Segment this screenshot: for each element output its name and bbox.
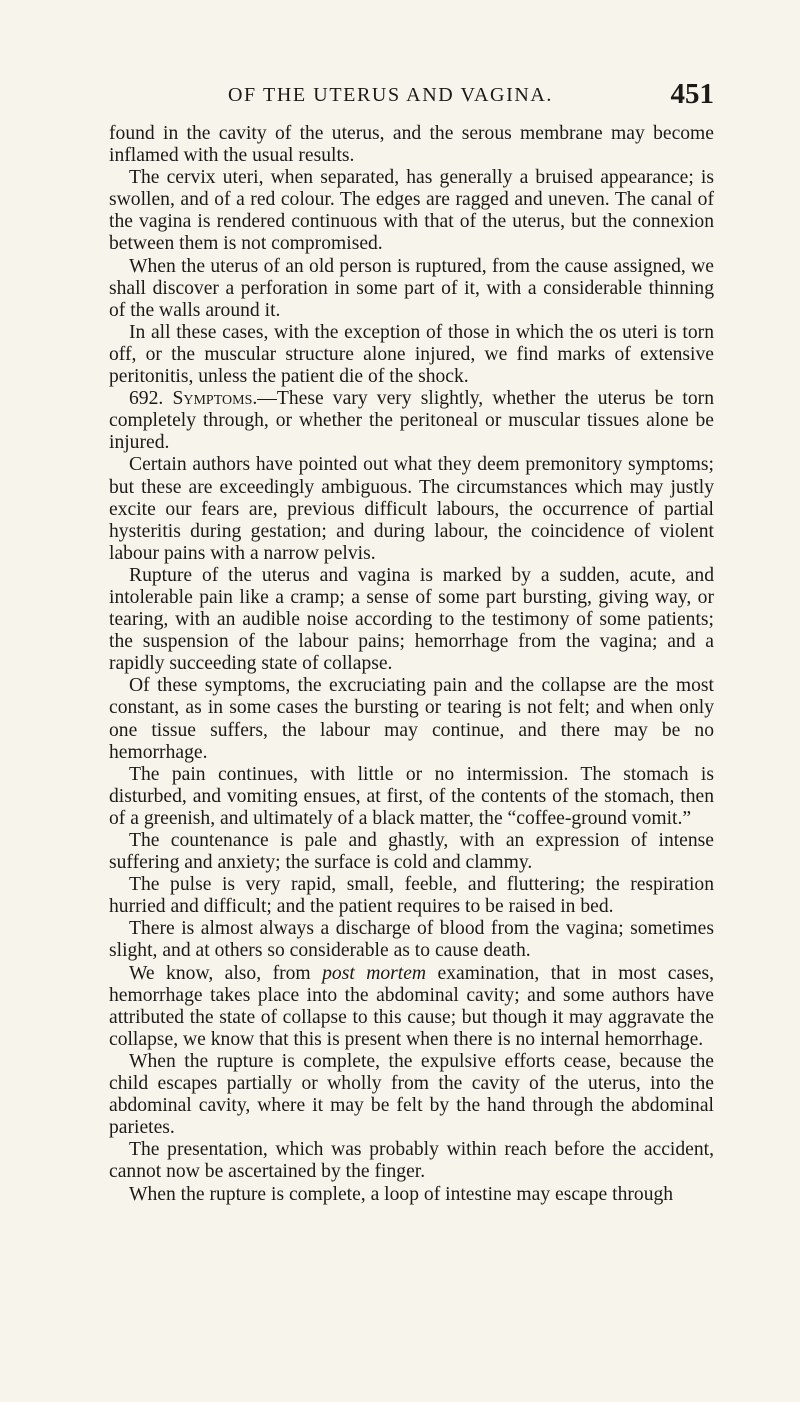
paragraph-text-start: We know, also, from <box>129 962 323 984</box>
paragraph: Certain authors have pointed out what they deem premonitory symptoms; but these are exceedingly ambiguous. The circumstances which may justly excite our fears are, previous difficult labours, the occurrence of partial hysteritis during gestation; and during labour, the coincidence of violent labour pains with a narrow pelvis. <box>109 454 714 564</box>
section-heading: Symptoms. <box>172 388 258 410</box>
section-paragraph <box>109 388 714 454</box>
paragraph: Rupture of the uterus and vagina is marked by a sudden, acute, and intolerable pain like a cramp; a sense of some part bursting, giving way, or tearing, with an audible noise according to the testimony of some patients; the suspension of the labour pains; hemorrhage from the vagina; and a rapidly succeeding state of collapse. <box>109 564 714 675</box>
paragraph: The cervix uteri, when separated, has generally a bruised appearance; is swollen, and of a red colour. The edges are ragged and uneven. The canal of the vagina is rendered continuous with that of the uterus, but the connexion between them is not compromised. <box>109 167 714 255</box>
paragraph <box>109 963 714 1051</box>
page-number: 451 <box>670 78 714 110</box>
paragraph: In all these cases, with the exception of those in which the os uteri is torn off, or the muscular structure alone injured, we find marks of extensive peritonitis, unless the patient die of the shock. <box>109 321 714 388</box>
paragraph: The countenance is pale and ghastly, with an expression of intense suffering and anxiety; the surface is cold and clammy. <box>109 830 714 874</box>
section-number: 692. <box>129 388 164 410</box>
paragraph: The pulse is very rapid, small, feeble, and fluttering; the respiration hurried and difficult; and the patient requires to be raised in bed. <box>109 874 714 918</box>
section-text: —These vary very slightly, whether the uterus be torn completely through, or whether the peritoneal or muscular tissues alone be injured. <box>109 388 714 454</box>
body-text <box>109 123 714 1206</box>
paragraph: When the uterus of an old person is ruptured, from the cause assigned, we shall discover a perforation in some part of it, with a considerable thinning of the walls around it. <box>109 255 714 321</box>
chapter-running-title: OF THE UTERUS AND VAGINA. <box>228 84 554 106</box>
paragraph: found in the cavity of the uterus, and the serous membrane may become inflamed with the usual results. <box>109 123 714 167</box>
italic-term: post mortem <box>322 962 427 984</box>
paragraph: Of these symptoms, the excruciating pain and the collapse are the most constant, as in some cases the bursting or tearing is not felt; and when only one tissue suffers, the labour may continue, and there may be no hemorrhage. <box>109 675 714 763</box>
paragraph: When the rupture is complete, the expulsive efforts cease, because the child escapes partially or wholly from the cavity of the uterus, into the abdominal cavity, where it may be felt by the hand through the abdominal parietes. <box>109 1050 714 1139</box>
paragraph: There is almost always a discharge of blood from the vagina; sometimes slight, and at others so considerable as to cause death. <box>109 918 714 962</box>
paragraph: The pain continues, with little or no intermission. The stomach is disturbed, and vomiting ensues, at first, of the contents of the stomach, then of a greenish, and ultimately of a black matter, the “coffee-ground vomit.” <box>109 763 714 829</box>
paragraph: When the rupture is complete, a loop of intestine may escape through <box>129 1183 674 1205</box>
paragraph-text-end: examination, that in most cases, hemorrhage takes place into the abdominal cavity; and some authors have attributed the state of collapse to this cause; but though it may aggravate the collapse, we know that this is present when there is no internal hemorrhage. <box>109 962 714 1050</box>
paragraph: The presentation, which was probably within reach before the accident, cannot now be ascertained by the finger. <box>109 1139 714 1183</box>
running-header <box>228 78 714 114</box>
